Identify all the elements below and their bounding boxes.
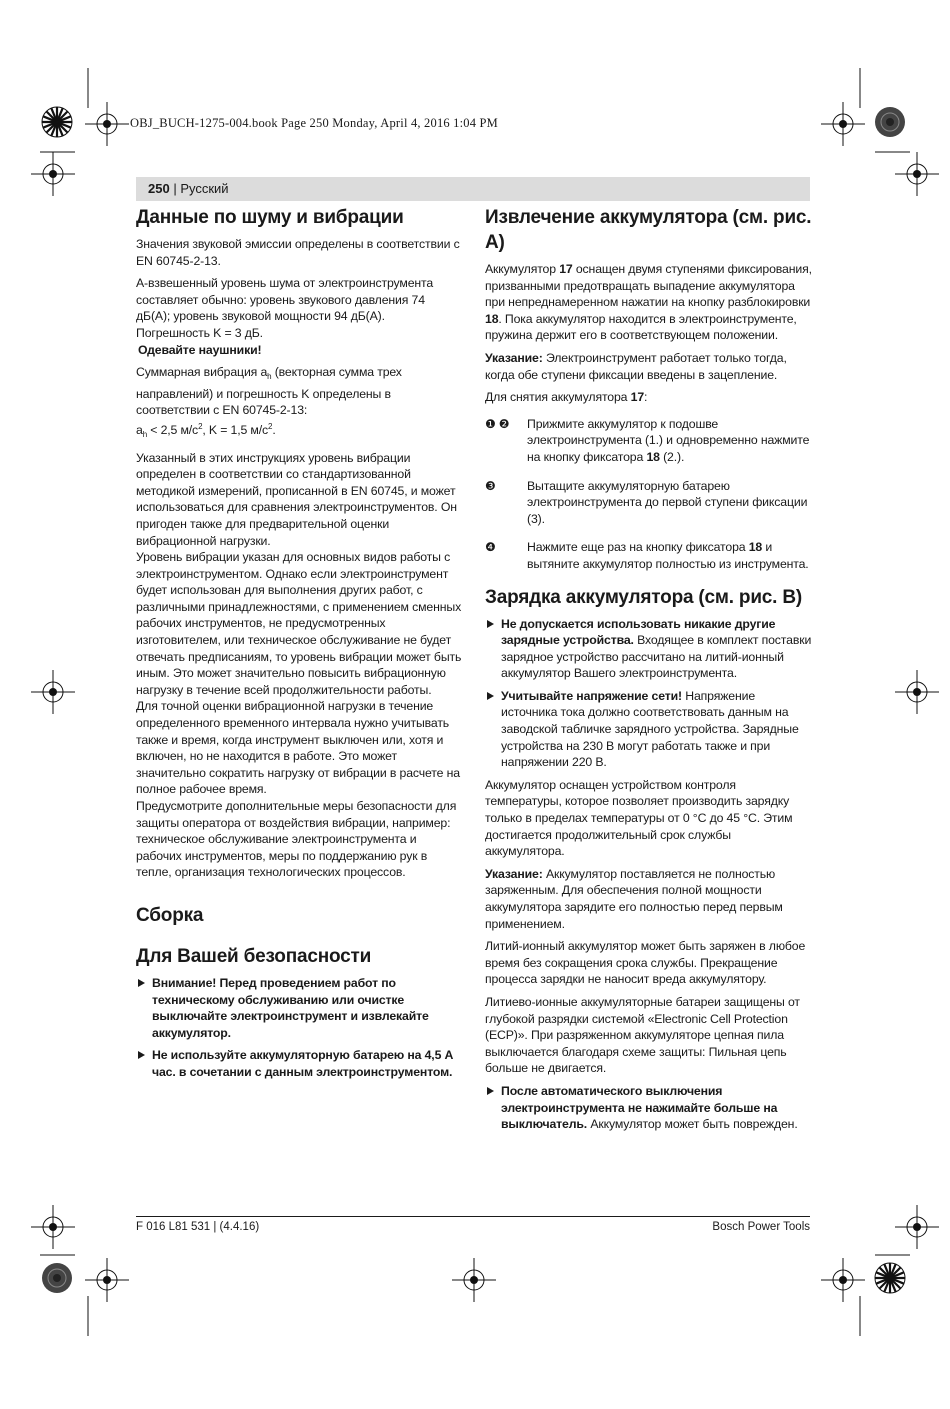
para-vibration-safety: Предусмотрите дополнительные меры безопасности для защиты оператора от воздействия вибрации, например: техническое обслуживание электроинструмента и рабочих инструментов, меры по поддержанию рук в тепле, организация технологических процессов. bbox=[136, 799, 457, 880]
book-header: OBJ_BUCH-1275-004.book Page 250 Monday, April 4, 2016 1:04 PM bbox=[130, 116, 498, 130]
heading-noise-vibration: Данные по шуму и вибрации bbox=[136, 207, 404, 228]
page-number: 250 bbox=[148, 181, 170, 196]
para-noise-emission: Значения звуковой эмиссии определены в соответствии с EN 60745-2-13. bbox=[136, 237, 460, 268]
note-locking-steps: Указание: Электроинструмент работает только тогда, когда обе ступени фиксации введены в зацепление. bbox=[485, 350, 787, 382]
step-number-1-2: ❶ ❷ bbox=[485, 416, 510, 431]
para-liion-charging: Литий-ионный аккумулятор может быть заряжен в любое время без сокращения срока службы. Прекращение процесса зарядки не наносит вреда аккумулятору. bbox=[485, 939, 806, 987]
heading-assembly: Сборка bbox=[136, 904, 204, 926]
heading-battery-removal: Извлечение аккумулятора (см. рис. A) bbox=[485, 207, 812, 253]
para-vibration-exact: Для точной оценки вибрационной нагрузки в течение определенного временного интервала нужно учитывать также и время, когда инструмент выключен или, хотя и включен, но не находится в работе. Это может значительно сократить нагрузку от вибрации в расчете на полное рабочее время. bbox=[136, 699, 460, 797]
para-vibration-level: Уровень вибрации указан для основных видов работы с электроинструментом. Однако если электроинструмент будет использован для выполнения других работ, с различными принадлежностями, с применением сменных рабочих инструментов, не предусмотренных изготовителем, или техническое обслуживание не будет отвечать предписаниям, то уровень вибрации может быть иным. Это может значительно повысить вибрационную нагрузку в течение всей продолжительности работы. bbox=[136, 550, 462, 697]
para-battery-locking: Аккумулятор 17 оснащен двумя ступенями фиксирования, призванными предотвращать выпадение аккумулятора при непреднамеренном нажатии на кнопку разблокировки 18. Пока аккумулятор находится в электроинструменте, пружина держит его в соответствующем положении. bbox=[485, 262, 812, 343]
bullet-mains-voltage: Учитывайте напряжение сети! Напряжение источника тока должно соответствовать данным на заводской табличке зарядного устройства. Зарядные устройства на 230 В могут работать также и при напряжении 220 В. bbox=[485, 688, 812, 771]
page-bar bbox=[136, 177, 810, 201]
para-to-remove: Для снятия аккумулятора 17: bbox=[485, 390, 648, 405]
note-partially-charged: Указание: Аккумулятор поставляется не полностью заряженным. Для обеспечения полной мощности аккумулятора зарядите его полностью перед первым применением. bbox=[485, 866, 783, 931]
footer-doc-number: F 016 L81 531 | (4.4.16) bbox=[136, 1221, 260, 1233]
bullet-auto-shutoff: После автоматического выключения электроинструмента не нажимайте больше на выключатель. Аккумулятор может быть поврежден. bbox=[485, 1083, 812, 1133]
footer-rule bbox=[136, 1216, 810, 1217]
para-vibration-info: Указанный в этих инструкциях уровень вибрации определен в соответствии со стандартизованной методикой измерений, прописанной в EN 60745, и может использоваться для сравнения электроинструментов. Он пригоден также для предварительной оценки вибрационной нагрузки. bbox=[136, 450, 457, 548]
para-temperature-control: Аккумулятор оснащен устройством контроля температуры, которое позволяет производить зарядку только в пределах температуры от 0 °C до 45 °C. Этим достигается продолжительный срок службы аккумулятора. bbox=[485, 777, 793, 859]
page-language: Русский bbox=[180, 181, 229, 196]
step-pull-battery: ❸ Вытащите аккумуляторную батарею электроинструмента до первой ступени фиксации (3). bbox=[485, 478, 808, 526]
step-press-battery: ❶ ❷ Прижмите аккумулятор к подошве электроинструмента (1.) и одновременно нажмите на кнопку фиксатора 18 (2.). bbox=[485, 416, 810, 464]
para-vibration-total: Суммарная вибрация $a_h$ (векторная сумма трех направлений) и погрешность K определены в соответствии с EN 60745-2-13: bbox=[136, 365, 402, 418]
para-vibration-value: $a_h < 2,5$ $м/с^2$, K = 1,5 $м/с^2$. bbox=[136, 421, 276, 439]
para-wear-headphones: Одевайте наушники! bbox=[138, 342, 262, 357]
para-ecp: Литиево-ионные аккумуляторные батареи защищены от глубокой разрядки системой «Electronic Cell Protection (ECP)». При разряженном аккумуляторе цепная пила выключается благодаря схеме защиты: Пильная цепь больше не двигается. bbox=[485, 994, 800, 1076]
bullet-battery-warning: Не используйте аккумуляторную батарею на 4,5 А час. в сочетании с данным электроинструментом. bbox=[136, 1047, 462, 1080]
heading-your-safety: Для Вашей безопасности bbox=[136, 945, 372, 967]
right-column bbox=[485, 205, 812, 1139]
bullet-charger-only: Не допускается использовать никакие другие зарядные устройства. Входящее в комплект поставки зарядное устройство рассчитано на литий-ионный аккумулятор Вашего электроинструмента. bbox=[485, 616, 812, 682]
step-remove-battery: ❹ Нажмите еще раз на кнопку фиксатора 18 и вытяните аккумулятор полностью из инструмента. bbox=[485, 540, 809, 571]
page-bar-separator: | bbox=[169, 181, 181, 196]
step-number-4: ❹ bbox=[485, 540, 496, 555]
footer-brand: Bosch Power Tools bbox=[712, 1221, 810, 1233]
step-number-3: ❸ bbox=[485, 478, 496, 493]
heading-battery-charging: Зарядка аккумулятора (см. рис. B) bbox=[485, 586, 802, 608]
para-noise-level: А-взвешенный уровень шума от электроинструмента составляет обычно: уровень звукового давления 74 дБ(A); уровень звуковой мощности 94 дБ(A). Погрешность K = 3 дБ. bbox=[136, 276, 434, 340]
bullet-maintenance-warning: Внимание! Перед проведением работ по техническому обслуживанию или очистке выключайте электроинструмент и извлекайте аккумулятор. bbox=[136, 975, 462, 1041]
left-column bbox=[136, 205, 462, 1087]
